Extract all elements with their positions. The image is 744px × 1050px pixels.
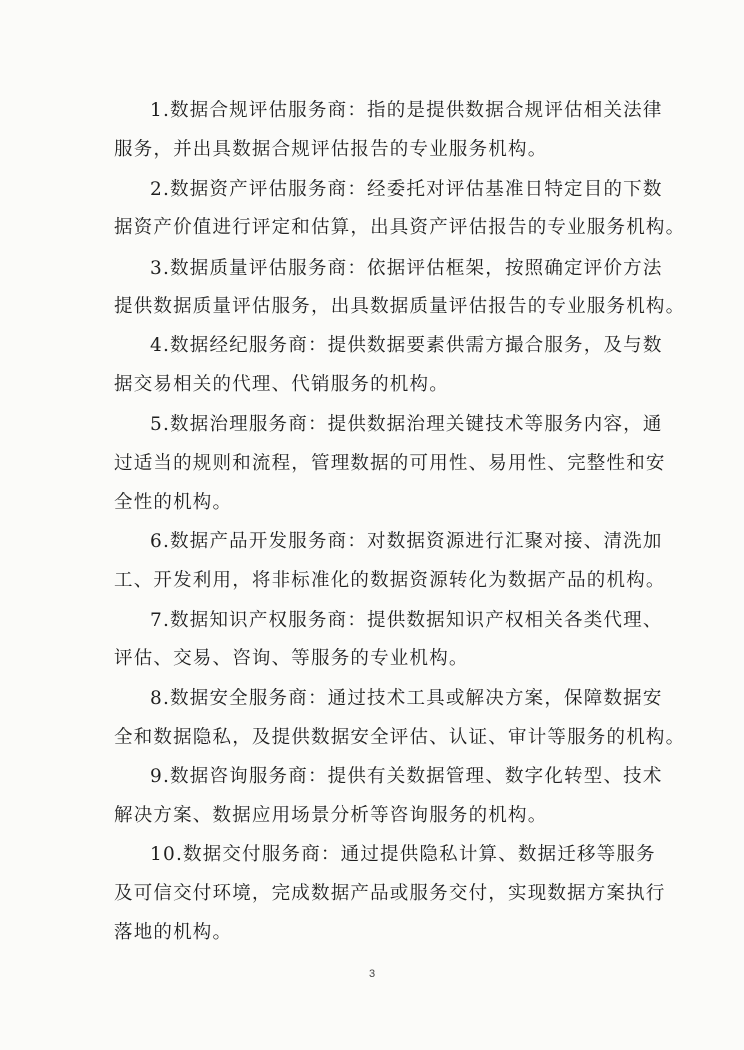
paragraph-4-line-2: 据交易相关的代理、代销服务的机构。 [114, 374, 449, 395]
paragraph-2-line-1: 2.数据资产评估服务商：经委托对评估基准日特定目的下数 [150, 179, 663, 200]
paragraph-5-line-1: 5.数据治理服务商：提供数据治理关键技术等服务内容，通 [150, 414, 663, 435]
paragraph-9-line-2: 解决方案、数据应用场景分析等咨询服务的机构。 [114, 805, 548, 826]
paragraph-1-line-1: 1.数据合规评估服务商：指的是提供数据合规评估相关法律 [150, 100, 663, 121]
paragraph-3-line-2: 提供数据质量评估服务，出具数据质量评估报告的专业服务机构。 [114, 296, 686, 317]
paragraph-1-line-2: 服务，并出具数据合规评估报告的专业服务机构。 [114, 139, 548, 160]
paragraph-5-line-2: 过适当的规则和流程，管理数据的可用性、易用性、完整性和安 [114, 453, 666, 474]
paragraph-8-line-2: 全和数据隐私，及提供数据安全评估、认证、审计等服务的机构。 [114, 727, 686, 748]
paragraph-7-line-2: 评估、交易、咨询、等服务的专业机构。 [114, 648, 469, 669]
paragraph-10-line-1: 10.数据交付服务商：通过提供隐私计算、数据迁移等服务 [150, 844, 656, 865]
paragraph-7-line-1: 7.数据知识产权服务商：提供数据知识产权相关各类代理、 [150, 610, 663, 631]
paragraph-8-line-1: 8.数据安全服务商：通过技术工具或解决方案，保障数据安 [150, 688, 663, 709]
paragraph-2-line-2: 据资产价值进行评定和估算，出具资产评估报告的专业服务机构。 [114, 217, 686, 238]
paragraph-10-line-2: 及可信交付环境，完成数据产品或服务交付，实现数据方案执行 [114, 883, 666, 904]
paragraph-6-line-2: 工、开发利用，将非标准化的数据资源转化为数据产品的机构。 [114, 570, 666, 591]
paragraph-3-line-1: 3.数据质量评估服务商：依据评估框架，按照确定评价方法 [150, 258, 663, 279]
page-number: 3 [368, 968, 376, 980]
paragraph-10-line-3: 落地的机构。 [114, 922, 233, 943]
paragraph-4-line-1: 4.数据经纪服务商：提供数据要素供需方撮合服务，及与数 [150, 335, 663, 356]
paragraph-5-line-3: 全性的机构。 [114, 492, 233, 513]
paragraph-6-line-1: 6.数据产品开发服务商：对数据资源进行汇聚对接、清洗加 [150, 531, 663, 552]
paragraph-9-line-1: 9.数据咨询服务商：提供有关数据管理、数字化转型、技术 [150, 766, 663, 787]
